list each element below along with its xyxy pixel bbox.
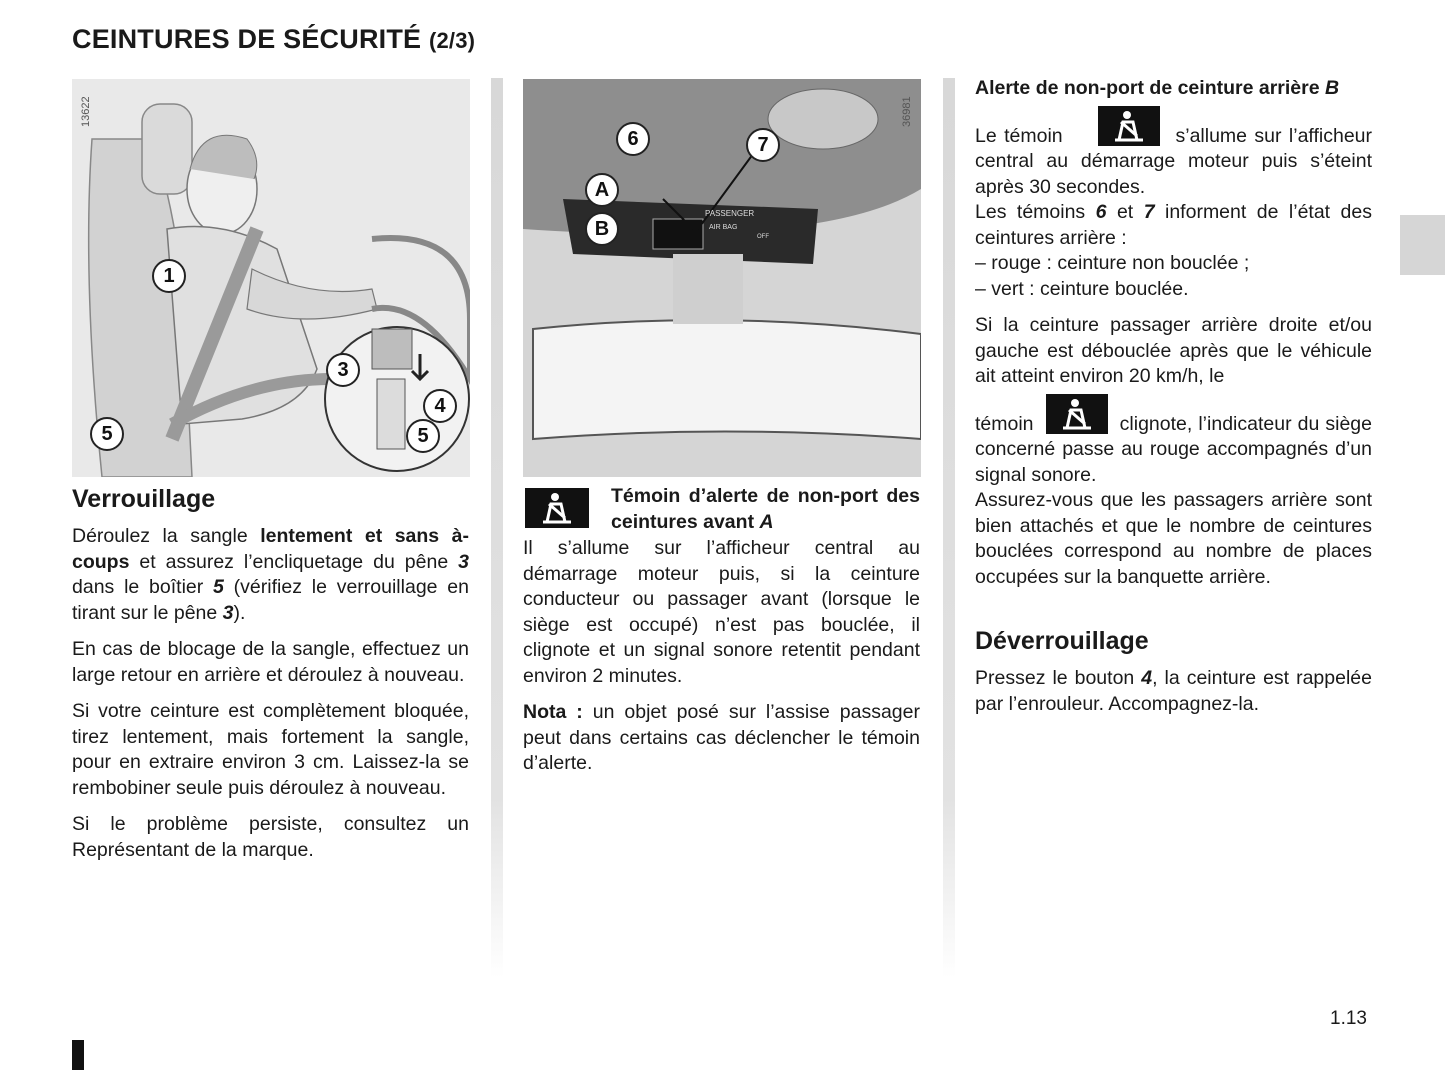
text: dans le boîtier [72,576,214,598]
callout-A: A [585,173,619,207]
callout-1: 1 [152,259,186,293]
text: clignote, l’indicateur du siège concerné passe au rouge accompagnés d’un signal sonore. [975,412,1372,486]
paragraph: Il s’allume sur l’afficheur central au démarrage moteur puis, si la ceinture conducteur ou passager avant (lorsque le siège est occupé) n’est pas bouclée, il clignote et un signal sonore retentit pendant environ 2 minutes. [523,537,920,687]
panel-label-passenger: PASSENGER [705,209,755,218]
ref-number: 3 [458,550,469,573]
paragraph: Si le problème persiste, consultez un Représentant de la marque. [72,813,469,861]
text: s’allume sur l’afficheur central au démarrage moteur puis s’éteint après 30 secondes. [975,124,1373,198]
figure-code: 13622 [80,96,92,127]
callout-7: 7 [746,128,780,162]
column-right [975,76,1372,728]
paragraph [975,394,1372,489]
text-bold: lentement et sans à-coups [72,525,470,573]
paragraph: Assurez-vous que les passagers arrière sont bien attachés et que le nombre de ceintures bouclées correspond au nombre de places occupées sur la banquette arrière. [975,489,1372,588]
sub-heading-rear-alert [975,76,1372,102]
seatbelt-warning-icon [1046,394,1108,434]
ref-number: 3 [222,601,234,624]
callout-3: 3 [326,353,360,387]
text: informent de l’état des ceintures arrière : [975,201,1372,249]
text: un objet posé sur l’assise passager peut dans certains cas déclencher le témoin d’alerte. [523,701,920,774]
ref-number: 7 [1143,201,1155,223]
page-title [72,24,475,55]
driver-seatbelt-illustration [72,79,470,477]
text: ). [233,601,246,624]
panel-label-off: OFF [757,234,769,240]
note [523,700,920,777]
ref-number: 6 [1095,201,1107,223]
figure-overhead-panel [523,79,921,477]
ref-number: 5 [213,576,224,598]
paragraph: En cas de blocage de la sangle, effectuez un large retour en arrière et déroulez à nouveau. [72,638,469,686]
column-middle [523,484,920,788]
text: , la ceinture est rappelée par l’enrouleur. Accompagnez-la. [975,667,1372,715]
paragraph: Si la ceinture passager arrière droite et/ou gauche est débouclée après que le véhicule ait atteint environ 20 km/h, le [975,314,1372,387]
page-number: 1.13 [1330,1008,1367,1029]
paragraph: Si votre ceinture est complètement bloquée, tirez lentement, mais fortement la sangle, pour en extraire environ 3 cm. Laissez-la se rembobiner seule puis déroulez à nouveau. [72,700,469,799]
text: Témoin d’alerte de non-port des ceintures avant [611,485,920,533]
note-label: Nota : [523,701,583,723]
overhead-panel-illustration [523,79,921,477]
callout-B: B [585,212,619,246]
warning-title-block [523,484,920,536]
section-heading-verrouillage: Verrouillage [72,485,216,513]
figure-driver-seatbelt [72,79,470,477]
column-left [72,484,469,874]
paragraph [975,106,1372,201]
callout-5-inset: 5 [406,419,440,453]
text: témoin [975,412,1034,435]
footer-marker [72,1040,84,1070]
list-item: – rouge : ceinture non bouclée ; [975,252,1250,274]
text: Alerte de non-port de ceinture arrière [975,77,1326,99]
figure-code: 36981 [901,96,913,127]
list-item: – vert : ceinture bouclée. [975,277,1189,300]
text: (vérifiez le verrouillage en tirant sur le pêne [72,576,469,624]
column-divider-1 [491,78,503,978]
text: et [1106,201,1144,223]
callout-5: 5 [90,417,124,451]
text: Le témoin [975,124,1063,147]
seatbelt-warning-icon [525,488,589,528]
page-title-main: CEINTURES DE SÉCURITÉ [72,24,422,54]
paragraph [975,666,1372,717]
page-title-sub: (2/3) [428,28,476,53]
warning-title [611,484,920,535]
ref-letter: B [1325,77,1340,99]
section-heading-deverrouillage: Déverrouillage [975,627,1149,655]
panel-label-airbag: AIR BAG [709,224,738,231]
paragraph [975,200,1372,251]
text: Pressez le bouton [975,667,1142,689]
callout-4: 4 [423,389,457,423]
chapter-tab [1400,215,1445,275]
text: Déroulez la sangle [72,525,261,547]
paragraph [72,524,469,626]
ref-number: 4 [1141,667,1153,689]
seatbelt-warning-icon [1098,106,1160,146]
ref-letter: A [759,510,774,533]
text: Les témoins [975,201,1096,223]
callout-6: 6 [616,122,650,156]
text: et assurez l’encliquetage du pêne [129,550,459,573]
column-divider-2 [943,78,955,978]
